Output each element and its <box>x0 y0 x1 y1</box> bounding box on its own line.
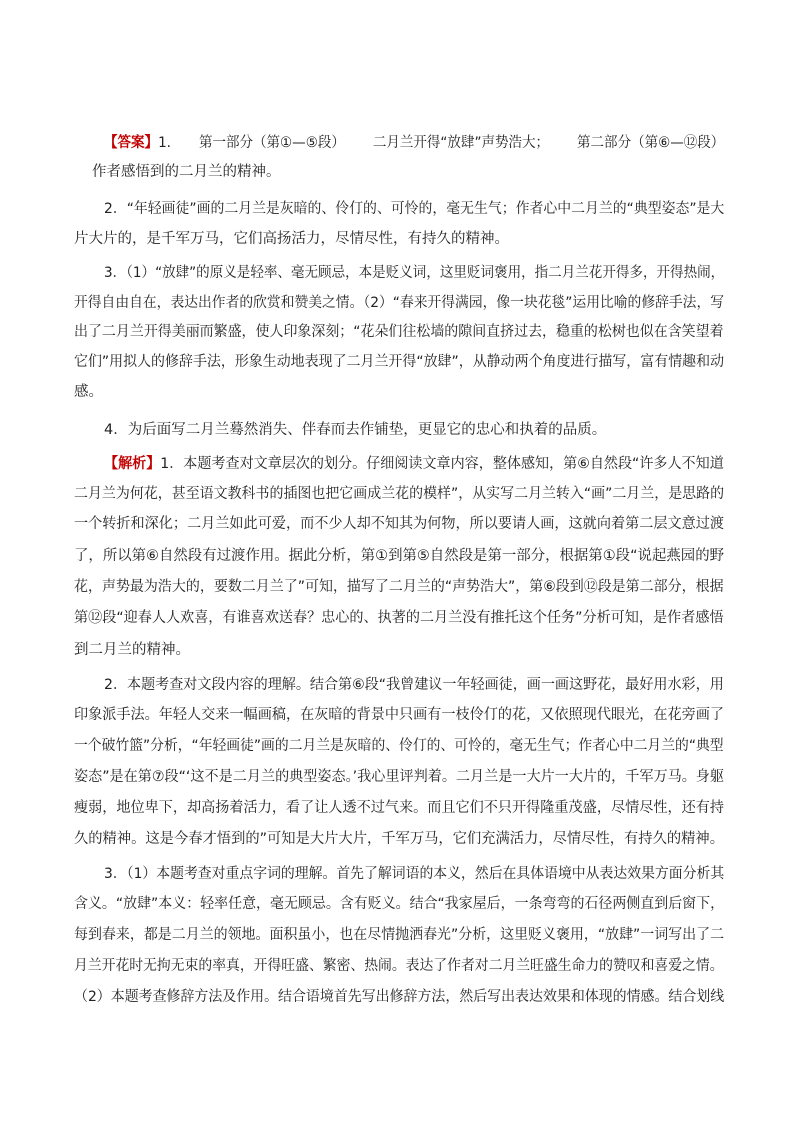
answer-3-line-1: 3．（1）“放肆”的原义是轻率、毫无顾忌，本是贬义词，这里贬词褒用，指二月兰花开得多，开得热闹， <box>104 265 725 281</box>
analysis-2-line-4: 姿态”是在第⑦段“‘这不是二月兰的典型姿态。’我心里评判着。二月兰是一大片一大片的，千军万马。身躯 <box>74 769 725 785</box>
analysis-1-line-7: 到二月兰的精神。 <box>74 642 190 658</box>
analysis-2-line-6: 久的精神。这是今春才悟到的”可知是大片大片，千军万马，它们充满活力，尽情尽性，有持久的精神。 <box>74 831 724 847</box>
analysis-1-line-4: 了，所以第⑥自然段有过渡作用。据此分析，第①到第⑤自然段是第一部分，根据第①段“说起燕园的野 <box>74 548 725 564</box>
analysis-2-line-2: 印象派手法。年轻人交来一幅画稿，在灰暗的背景中只画有一枝伶仃的花，又依照现代眼光，在花旁画了 <box>74 707 724 723</box>
answer-1-part1: 第一部分（第①—⑤段） <box>198 135 345 151</box>
analysis-tag: 【解析】 <box>104 456 161 472</box>
answer-3-line-5: 感。 <box>74 384 103 400</box>
analysis-1-line-3: 一个转折和深化；二月兰如此可爱，而不少人却不知其为何物，所以要请人画，这就向着第二层文意过渡 <box>74 516 724 532</box>
analysis-1-first-text: 1．本题考查对文章层次的划分。仔细阅读文章内容，整体感知，第⑥自然段“许多人不知道 <box>160 456 724 472</box>
analysis-2-line-5: 瘦弱，地位卑下，却高扬着活力，看了让人透不过气来。而且它们不只开得隆重茂盛，尽情尽性，还有持 <box>74 800 724 816</box>
analysis-1-line-2: 二月兰为何花，甚至语文教科书的插图也把它画成兰花的模样”，从实写二月兰转入“画”二月兰，是思路的 <box>74 486 725 502</box>
answer-tag: 【答案】 <box>104 135 159 151</box>
analysis-1-line-5: 花，声势最为浩大的，要数二月兰了”可知，描写了二月兰的“声势浩大”，第⑥段到⑫段是第二部分，根据 <box>74 579 724 595</box>
analysis-3-line-3: 每到春来，都是二月兰的领地。面积虽小，也在尽情抛洒春光”分析，这里贬义褒用，“放肆”一词写出了二 <box>74 927 725 943</box>
answer-1-part2: 第二部分（第⑥—⑫段） <box>577 135 725 151</box>
answer-2-line-2: 片大片的，是千军万马，它们高扬活力，尽情尽性，有持久的精神。 <box>74 231 509 247</box>
analysis-1-line-6: 第⑫段“迎春人人欢喜，有谁喜欢送春？忠心的、执著的二月兰没有推托这个任务”分析可知，是作者感悟 <box>74 610 724 626</box>
analysis-2-line-1: 2．本题考查对文段内容的理解。结合第⑥段“我曾建议一年轻画徒，画一画这野花，最好用水彩，用 <box>104 677 724 693</box>
analysis-3-line-2: 含义。“放肆”本义：轻率任意，毫无顾忌。含有贬义。结合“我家屋后，一条弯弯的石径两侧直到后窗下， <box>74 896 725 912</box>
answer-3-line-2: 开得自由自在，表达出作者的欣赏和赞美之情。（2）“春来开得满园，像一块花毯”运用比喻的修辞手法，写 <box>74 295 725 311</box>
analysis-1-line-1 <box>104 454 724 474</box>
answer-line-1 <box>104 133 724 153</box>
analysis-3-line-1: 3．（1）本题考查对重点字词的理解。首先了解词语的本义，然后在具体语境中从表达效果方面分析其 <box>104 866 725 882</box>
analysis-3-line-4: 月兰开花时无拘无束的率真，开得旺盛、繁密、热闹。表达了作者对二月兰旺盛生命力的赞叹和喜爱之情。 <box>74 958 724 974</box>
answer-line-2: 作者感悟到的二月兰的精神。 <box>92 164 281 180</box>
answer-3-line-4: 它们”用拟人的修辞手法，形象生动地表现了二月兰开得“放肆”，从静动两个角度进行描写，富有情趣和动 <box>74 354 725 370</box>
answer-3-line-3: 出了二月兰开得美丽而繁盛，使人印象深刻；“花朵们往松墙的隙间直挤过去，稳重的松树也似在含笑望着 <box>74 324 724 340</box>
answer-1-number: 1. <box>158 135 171 151</box>
answer-1-part1-desc: 二月兰开得“放肆”声势浩大； <box>372 135 550 151</box>
answer-2-line-1: 2．“年轻画徒”画的二月兰是灰暗的、伶仃的、可怜的，毫无生气；作者心中二月兰的“典型姿态”是大 <box>104 201 725 217</box>
analysis-2-line-3: 一个破竹篮”分析，“年轻画徒”画的二月兰是灰暗的、伶仃的、可怜的，毫无生气；作者心中二月兰的“典型 <box>74 738 724 754</box>
analysis-3-line-5: （2）本题考查修辞方法及作用。结合语境首先写出修辞方法，然后写出表达效果和体现的情感。结合划线 <box>74 989 725 1005</box>
answer-4-line: 4．为后面写二月兰蓦然消失、伴春而去作铺垫，更显它的忠心和执着的品质。 <box>104 422 607 438</box>
